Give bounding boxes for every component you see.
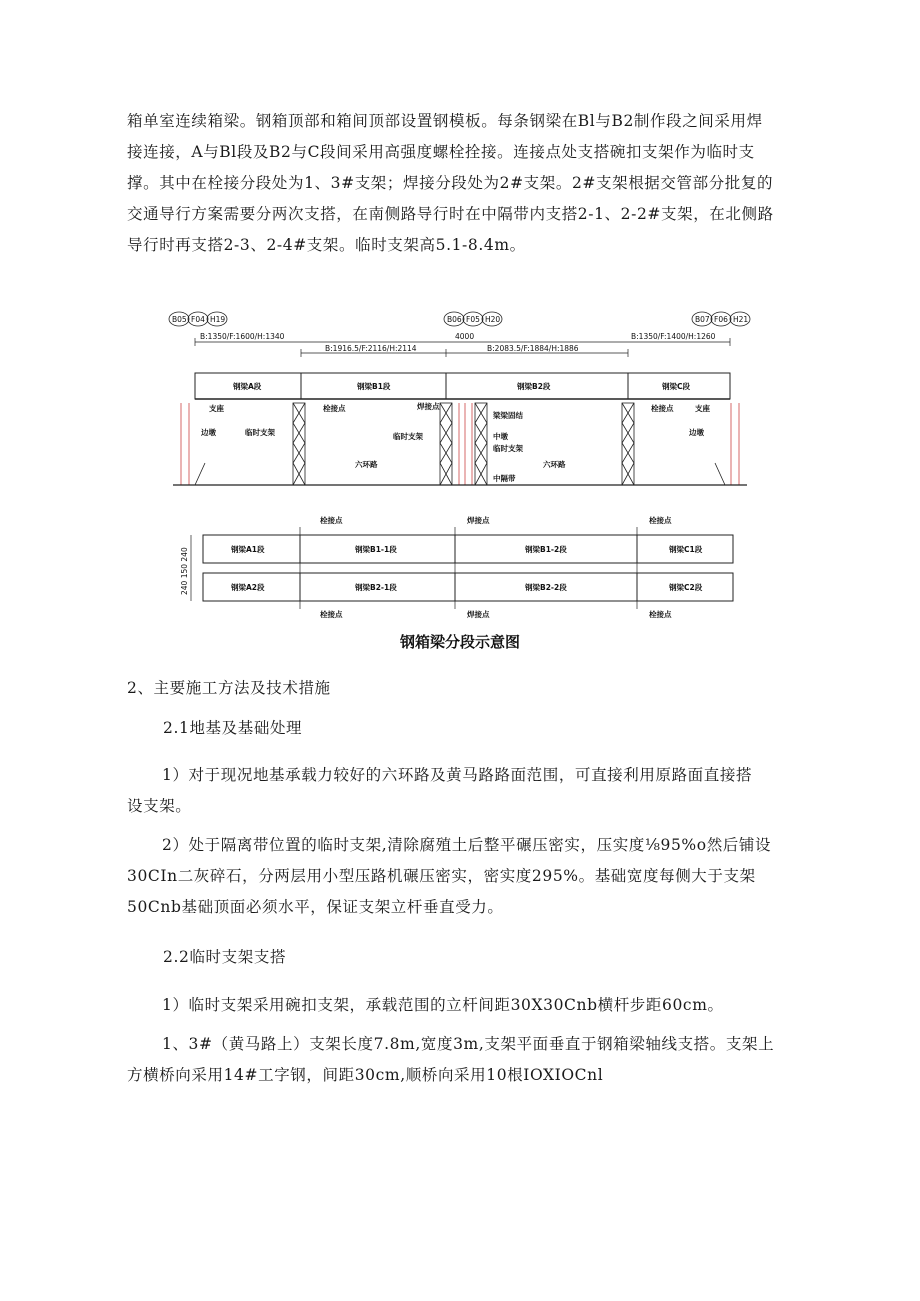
p2-line: 2）处于隔离带位置的临时支架,清除腐殖土后整平碾压密实，压实度⅛95%o然后铺设 bbox=[162, 836, 772, 854]
circle-label: F06 bbox=[714, 315, 728, 324]
segment-diagram bbox=[165, 305, 755, 665]
bolt-l: 栓接点 bbox=[323, 404, 346, 413]
p1-line: 1）对于现况地基承载力较好的六环路及黄马路路面范围，可直接利用原路面直接搭 bbox=[162, 766, 753, 784]
id-circles-right bbox=[692, 312, 750, 326]
paragraph-4 bbox=[127, 1029, 807, 1091]
plan-c2: 钢梁C2段 bbox=[669, 583, 703, 592]
road-r: 六环路 bbox=[543, 460, 566, 469]
p2-line: 50Cnb基础顶面必须水平，保证支架立杆垂直受力。 bbox=[127, 898, 504, 916]
circle-label: B06 bbox=[447, 315, 462, 324]
section-2-2-heading: 2.2临时支架支搭 bbox=[163, 948, 287, 966]
intro-line: 箱单室连续箱梁。钢箱顶部和箱间顶部设置钢模板。每条钢梁在Bl与B2制作段之间采用焊 bbox=[127, 112, 763, 130]
intro-line: 接连接，A与Bl段及B2与C段间采用高强度螺栓拴接。连接点处支搭碗扣支架作为临时支 bbox=[127, 143, 755, 161]
p3-line: 1）临时支架采用碗扣支架，承载范围的立杆间距30X30Cnb横杆步距60cm。 bbox=[162, 996, 724, 1014]
support-r: 支座 bbox=[695, 404, 710, 413]
plan-weld-top: 焊接点 bbox=[467, 516, 490, 525]
edge-pier-r: 边墩 bbox=[689, 428, 704, 437]
circle-label: H21 bbox=[733, 315, 749, 324]
weld: 焊接点 bbox=[417, 402, 440, 411]
id-circles-left bbox=[169, 312, 227, 326]
plan-bolt-top-r: 栓接点 bbox=[649, 516, 672, 525]
beam-joint: 梁梁固结 bbox=[493, 411, 523, 420]
plan-c1: 钢梁C1段 bbox=[669, 545, 703, 554]
road-l: 六环路 bbox=[355, 460, 378, 469]
seg-c: 钢梁C段 bbox=[662, 382, 691, 391]
seg-b1: 钢梁B1段 bbox=[357, 382, 391, 391]
dim-total: 4000 bbox=[455, 332, 475, 341]
plan-b21: 钢梁B2-1段 bbox=[355, 583, 397, 592]
plan-bolt-top-l: 栓接点 bbox=[320, 516, 343, 525]
segment-diagram-svg bbox=[165, 305, 755, 665]
temporary-towers bbox=[195, 403, 725, 485]
paragraph-2 bbox=[127, 830, 807, 923]
p4-line: 方横桥向采用14#工字钢，间距30cm,顺桥向采用10根IOXIOCnl bbox=[127, 1066, 604, 1084]
dim-b2: B:2083.5/F:1884/H:1886 bbox=[487, 344, 579, 353]
plan-dim-vertical: 240 150 240 bbox=[180, 547, 189, 595]
intro-line: 导行时再支搭2-3、2-4#支架。临时支架高5.1-8.4m。 bbox=[127, 236, 526, 254]
p4-line: 1、3#（黄马路上）支架长度7.8m,宽度3m,支架平面垂直于钢箱梁轴线支搭。支架上 bbox=[162, 1035, 775, 1053]
intro-line: 交通导行方案需要分两次支搭，在南侧路导行时在中隔带内支搭2-1、2-2#支架，在北侧路 bbox=[127, 205, 774, 223]
mid-pier: 中墩 bbox=[493, 432, 508, 441]
circle-label: H20 bbox=[485, 315, 501, 324]
plan-b11: 钢梁B1-1段 bbox=[355, 545, 397, 554]
circle-label: F05 bbox=[466, 315, 480, 324]
plan-b22: 钢梁B2-2段 bbox=[525, 583, 567, 592]
median: 中隔带 bbox=[493, 474, 516, 483]
temp-m: 临时支架 bbox=[393, 432, 423, 441]
circle-label: B05 bbox=[172, 315, 187, 324]
plan-bolt-bot-r: 栓接点 bbox=[649, 610, 672, 619]
plan-b12: 钢梁B1-2段 bbox=[525, 545, 567, 554]
dim-b1: B:1916.5/F:2116/H:2114 bbox=[325, 344, 417, 353]
seg-b2: 钢梁B2段 bbox=[517, 382, 551, 391]
plan-weld-bot: 焊接点 bbox=[467, 610, 490, 619]
id-circles-mid bbox=[444, 312, 502, 326]
temp-m2: 临时支架 bbox=[493, 444, 523, 453]
circle-label: H19 bbox=[210, 315, 226, 324]
paragraph-1 bbox=[127, 760, 807, 822]
plan-view bbox=[191, 527, 733, 609]
p2-line: 30CIn二灰碎石，分两层用小型压路机碾压密实，密实度295%。基础宽度每侧大于支架 bbox=[127, 867, 756, 885]
edge-pier-l: 边墩 bbox=[201, 428, 216, 437]
intro-paragraph bbox=[127, 106, 807, 261]
temp-l: 临时支架 bbox=[245, 428, 275, 437]
circle-label: B07 bbox=[695, 315, 710, 324]
support-l: 支座 bbox=[209, 404, 224, 413]
section-2-heading: 2、主要施工方法及技术措施 bbox=[127, 679, 331, 697]
elevation-supports bbox=[181, 403, 739, 485]
circle-label: F04 bbox=[191, 315, 205, 324]
section-2-1-heading: 2.1地基及基础处理 bbox=[163, 719, 303, 737]
dim-right: B:1350/F:1400/H:1260 bbox=[631, 332, 716, 341]
paragraph-3 bbox=[127, 990, 807, 1021]
plan-bolt-bot-l: 栓接点 bbox=[320, 610, 343, 619]
plan-a2: 钢梁A2段 bbox=[231, 583, 265, 592]
seg-a: 钢梁A段 bbox=[233, 382, 262, 391]
p1-line: 设支架。 bbox=[127, 797, 192, 815]
intro-line: 撑。其中在栓接分段处为1、3#支架；焊接分段处为2#支架。2#支架根据交管部分批复的 bbox=[127, 174, 774, 192]
plan-a1: 钢梁A1段 bbox=[231, 545, 265, 554]
elevation-girder bbox=[195, 373, 730, 399]
dim-left: B:1350/F:1600/H:1340 bbox=[200, 332, 285, 341]
figure-caption: 钢箱梁分段示意图 bbox=[400, 633, 521, 651]
bolt-r: 栓接点 bbox=[651, 404, 674, 413]
